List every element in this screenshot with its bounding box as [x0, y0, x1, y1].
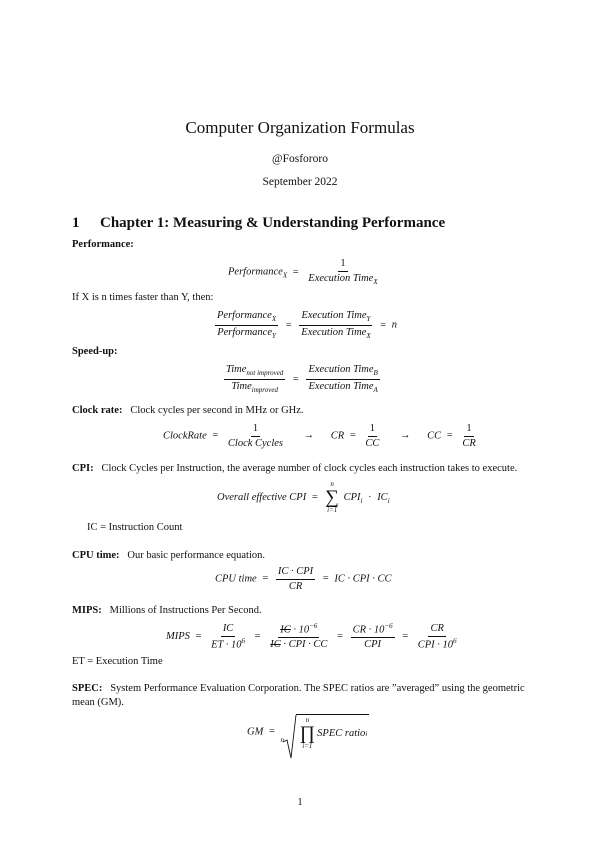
cputime-line: [72, 550, 265, 561]
mips-fraction-4: [416, 623, 459, 651]
cpi-label: CPI:: [72, 463, 94, 474]
cc-lhs: CC: [427, 430, 442, 442]
speedup-num2-sub: B: [373, 369, 378, 378]
cpi-lhs: Overall effective CPI: [217, 491, 307, 503]
performance-fraction: [306, 258, 379, 286]
speedup-exec-fraction: [306, 364, 379, 395]
mips-f1-den-sup: 6: [241, 636, 246, 645]
summation-symbol: n ∑ i=1: [325, 480, 339, 514]
gm-lhs: GM: [247, 726, 264, 738]
cc-den: CR: [462, 437, 476, 449]
cpi-term-sub: i: [360, 497, 363, 505]
cc-num: 1: [464, 423, 473, 437]
speedup-fraction: [224, 364, 285, 395]
cputime-lhs: CPU time: [215, 573, 257, 585]
execution-ratio-fraction: [299, 310, 372, 341]
mips-f1-den: ET · 10: [211, 639, 242, 651]
spec-desc-1: System Performance Evaluation Corporation. The SPEC ratios are ”averaged” using the geometric: [110, 683, 525, 694]
mips-f4-den: CPI · 10: [417, 639, 454, 651]
clock-fraction: [226, 423, 285, 449]
radical-icon: [280, 714, 297, 760]
cputime-den: CR: [288, 580, 303, 592]
performance-ratio-fraction: [215, 310, 278, 341]
mips-f2-num-b: · 10: [290, 624, 310, 636]
mips-f4-den-sup: 6: [453, 636, 457, 645]
cputime-rhs: IC · CPI · CC: [334, 573, 392, 585]
mips-f4-num: CR: [428, 623, 445, 637]
speedup-formula: $\frac{Time_{not improved}}{Time_{improved}}$ = $\frac{Execution Time_B}{Execution Time_A}$: [226, 364, 378, 394]
product-symbol: n ∏ i=1: [299, 716, 316, 750]
nth-root: [281, 714, 370, 750]
mips-line: [72, 605, 262, 616]
mips-fraction-1: [209, 623, 247, 651]
prod-upper: n: [305, 716, 310, 724]
ratio2-num: Execution Time: [301, 310, 367, 321]
cr-den: CC: [365, 437, 380, 449]
spec-desc-2: mean (GM).: [72, 697, 124, 708]
mips-fraction-2: [268, 623, 329, 651]
sum-upper: n: [330, 480, 334, 488]
cpi-term2-sub: i: [387, 497, 390, 505]
ratio-num-sub: X: [271, 315, 277, 324]
sum-lower: i=1: [327, 506, 338, 514]
mips-f2-num-sup: −6: [309, 622, 318, 630]
cc-fraction: [460, 423, 477, 449]
cr-fraction: [363, 423, 381, 449]
root-index: n: [280, 736, 285, 744]
cputime-formula: CPU time = $\frac{\text{IC · CPI}}{CR}$ = IC · CPI · CC: [215, 566, 392, 592]
clock-label: Clock rate:: [72, 405, 123, 416]
speedup-num-sub: not improved: [246, 369, 284, 378]
performance-num: 1: [338, 258, 347, 272]
cpi-term2: IC: [377, 491, 388, 503]
mips-formula: MIPS = $\frac{IC}{ET \cdot 10^6}$ = $\frac{IC \cdot 10^{-6}}{\text{IC · CPI · CC}}$ = $\frac{CR \cdot 10^{-6}}{\text{CPI}}$ = $\frac{CR}{CPI \cdot 10^6}$: [166, 622, 457, 651]
spec-term: SPEC ratio: [317, 728, 366, 739]
ratio-num: Performance: [217, 310, 272, 321]
page-number: 1: [297, 797, 303, 808]
performance-formula: Performance$_X$ = $\frac{1}{Execution Time_X}$: [228, 258, 378, 286]
performance-den: Execution Time: [308, 272, 374, 284]
spec-term-sub: i: [365, 729, 368, 738]
mips-f2-num-a: IC: [280, 624, 291, 636]
ratio2-den-sub: X: [366, 331, 371, 340]
mips-f3-num-sup: −6: [384, 622, 393, 630]
doc-date: September 2022: [262, 176, 338, 188]
cpi-line: [72, 463, 517, 474]
performance-lhs: Performance: [228, 266, 283, 278]
cr-num: 1: [368, 423, 377, 437]
ratio-result: n: [391, 319, 398, 331]
clock-den: Clock Cycles: [227, 437, 284, 449]
mips-f2-den-b: · CPI · CC: [280, 639, 328, 651]
clock-lhs: ClockRate: [163, 430, 207, 442]
ratio-den: Performance: [217, 326, 273, 338]
spec-label: SPEC:: [72, 683, 103, 694]
cr-lhs: CR: [330, 430, 345, 442]
speedup-label: Speed-up:: [72, 346, 118, 357]
speedup-den: Time: [231, 380, 252, 392]
mips-f3-den: CPI: [364, 639, 382, 651]
cputime-num: IC · CPI: [276, 566, 315, 580]
speedup-den2: Execution Time: [308, 380, 374, 392]
mips-label: MIPS:: [72, 605, 102, 616]
mips-lhs: MIPS: [166, 631, 190, 643]
cpi-note: IC = Instruction Count: [87, 522, 183, 533]
mips-fraction-3: [351, 623, 395, 651]
cpi-formula: Overall effective CPI = n ∑ i=1 $CPI_i \cdot IC_i$: [217, 480, 390, 514]
arrow-icon: →: [400, 430, 411, 442]
mips-desc: Millions of Instructions Per Second.: [109, 605, 262, 616]
doc-author: @Fosfororo: [272, 153, 328, 165]
performance-ratio-formula: $\frac{Performance_X}{Performance_Y}$ = $\frac{Execution Time_Y}{Execution Time_X}$ = n: [217, 310, 398, 340]
clock-formula: ClockRate = $\frac{1}{\text{Clock Cycles}}$ → CR = $\frac{1}{CC}$ → CC = $\frac{1}{CR}$: [163, 423, 476, 449]
clock-line: [72, 405, 304, 416]
clock-desc: Clock cycles per second in MHz or GHz.: [130, 405, 304, 416]
mips-f1-num: IC: [221, 623, 236, 637]
section-title: Chapter 1: Measuring & Understanding Performance: [100, 215, 446, 231]
performance-lhs-sub: X: [282, 271, 288, 280]
performance-label: Performance:: [72, 239, 134, 250]
ratio2-num-sub: Y: [366, 315, 371, 324]
doc-title: Computer Organization Formulas: [185, 118, 415, 137]
mips-note: ET = Execution Time: [72, 656, 163, 667]
mips-f2-den-a: IC: [270, 639, 281, 651]
arrow-icon: →: [303, 430, 315, 442]
spec-line-1: [72, 683, 525, 694]
ratio-den-sub: Y: [272, 331, 276, 340]
clock-num: 1: [251, 423, 260, 437]
cpi-desc: Clock Cycles per Instruction, the average number of clock cycles each instruction takes to execute.: [101, 463, 518, 474]
mips-f3-num: CR · 10: [352, 624, 385, 636]
performance-condition: If X is n times faster than Y, then:: [72, 292, 214, 303]
cputime-desc: Our basic performance equation.: [127, 550, 266, 561]
speedup-den2-sub: A: [373, 385, 378, 394]
section-heading: [72, 215, 445, 232]
cpi-term: CPI: [343, 491, 361, 503]
cputime-label: CPU time:: [72, 550, 120, 561]
speedup-num2: Execution Time: [308, 364, 374, 375]
ratio2-den: Execution Time: [301, 326, 367, 338]
speedup-num: Time: [226, 364, 247, 375]
cputime-fraction: [276, 566, 315, 592]
performance-den-sub: X: [373, 277, 378, 286]
spec-formula: GM = n n ∏ i=1 SPEC ratio i: [247, 714, 369, 750]
section-number: 1: [72, 215, 80, 231]
speedup-den-sub: improved: [251, 385, 278, 394]
prod-lower: i=1: [302, 742, 313, 750]
